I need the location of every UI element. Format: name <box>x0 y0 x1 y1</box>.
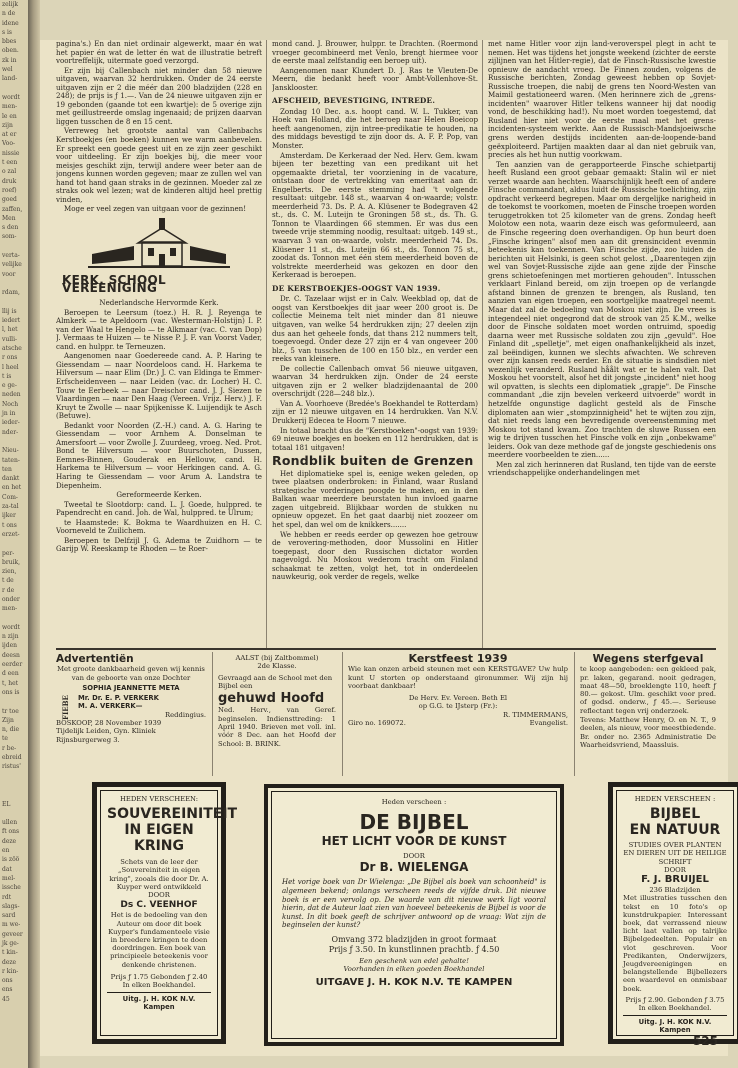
previous-page-fragment: Com- <box>2 493 18 501</box>
previous-page-fragment: wel <box>2 66 13 74</box>
section-heading: AFSCHEID, BEVESTIGING, INTREDE. <box>272 96 436 106</box>
birth-place-date: BOSKOOP, 28 November 1939 <box>56 719 162 728</box>
paragraph: Zondag 10 Dec. a.s. hoopt cand. W. L. Tukker, van Hoek van Holland, die het beroep naar Helen Boeicop heeft aangenomen, zijn intree-predikatie te houden, na des middags bevestigd te zijn door ds. A. F. P. Pop, van Monster. <box>272 106 478 151</box>
previous-page-fragment: ens <box>2 986 13 994</box>
rondblik-heading: Rondblik buiten de Grenzen <box>272 453 474 469</box>
ad-rule <box>574 652 575 776</box>
previous-page-fragment: n zijn <box>2 633 19 641</box>
book-subtitle: HET LICHT VOOR DE KUNST <box>321 834 507 849</box>
previous-page-fragment: oben. <box>2 47 19 55</box>
column-rule <box>482 40 483 648</box>
book-gift: Een geschenk van edel gehalte! <box>359 956 469 965</box>
previous-page-fragment: bbes <box>2 38 17 46</box>
book-price: Prijs ƒ 1.75 Gebonden ƒ 2.40 <box>110 972 208 981</box>
souvereiniteit-book-ad <box>92 782 238 1044</box>
previous-page-fragment: dankt <box>2 475 20 483</box>
previous-page-fragment: druk <box>2 177 17 185</box>
previous-page-fragment: deze <box>2 958 17 966</box>
by-label: DOOR <box>664 865 686 874</box>
previous-page-fragment: erzet- <box>2 530 20 538</box>
previous-page-fragment: llij is <box>2 307 17 315</box>
kerstfeest-sign: R. TIMMERMANS, <box>502 710 568 719</box>
previous-page-fragment: s den <box>2 224 19 232</box>
previous-page-fragment: men- <box>2 605 18 613</box>
previous-page-fragment <box>0 772 28 781</box>
advertisements-title: Advertentiën <box>56 653 134 665</box>
previous-page-fragment: o zal <box>2 168 17 176</box>
previous-page-fragment: r kin- <box>2 967 19 975</box>
kerstfeest-ad <box>348 652 568 727</box>
page-number: 525 <box>692 1034 718 1048</box>
previous-page-fragment <box>0 697 28 706</box>
previous-page-fragment: issche <box>2 884 21 892</box>
aalst-job-ad <box>218 654 336 748</box>
previous-page-fragment: ebreid <box>2 754 22 762</box>
previous-page-fragment: t een <box>2 159 18 167</box>
previous-page-fragment: nissie <box>2 149 20 157</box>
previous-page-fragment: Zijn <box>2 716 14 724</box>
previous-page-fragment: Noch <box>2 400 19 408</box>
previous-page-fragment: d een <box>2 670 19 678</box>
book-publisher: Uitg. J. H. KOK N.V. Kampen <box>623 1015 727 1034</box>
section-title: KERK. SCHOOL VEREENIGING <box>62 272 166 296</box>
ad-rule <box>342 652 343 776</box>
previous-page-fragment: goed <box>2 196 17 204</box>
previous-page-fragment <box>0 279 28 288</box>
book-description: STUDIES OVER PLANTEN EN DIEREN UIT DE HEILIGE SCHRIFT <box>623 841 727 866</box>
previous-page-fragment: en het <box>2 484 22 492</box>
child-name: SOPHIA JEANNETTE META <box>82 683 180 692</box>
previous-page-fragment: m we- <box>2 921 21 929</box>
kerstfeest-sign: op G.G. te IJsterp (Fr.): <box>418 702 498 711</box>
book-title: SOUVEREINITEIT <box>107 806 238 823</box>
column-3 <box>488 40 716 650</box>
heden-verscheen: HEDEN VERSCHEEN: <box>119 795 199 803</box>
bijbel-en-natuur-book-ad <box>608 782 738 1044</box>
column-2 <box>272 40 478 650</box>
birth-temp-address: Tijdelijk Leiden, Gyn. Kliniek <box>56 727 156 736</box>
previous-page-fragment: voor <box>2 270 16 278</box>
wegens-sterfgeval-ad <box>580 652 716 749</box>
heden-verscheen: HEDEN VERSCHEEN : <box>634 795 716 803</box>
book-publisher: UITGAVE J. H. KOK N.V. TE KAMPEN <box>315 977 513 989</box>
previous-page-fragment: zelijk <box>2 1 19 8</box>
paragraph: mond cand. J. Brouwer, hulppr. te Drachten. (Roermond vroeger gecombineerd met Venlo, brengt hiermee voor de eerste maal zelfstandig een beroep uit). <box>272 40 478 66</box>
previous-page-fragment: r ons <box>2 354 18 362</box>
previous-page-fragment: wordt <box>2 93 20 101</box>
previous-page-fragment: atsche <box>2 344 22 352</box>
previous-page-fragment: land- <box>2 75 18 83</box>
advertisement-divider <box>56 648 716 650</box>
kerstfeest-title: Kerstfeest 1939 <box>408 652 508 665</box>
paragraph: Aangenomen naar Goedereede cand. A. P. Haring te Giessendam — naar Noordeloos cand. H. Harkema te Hilversum — naar Elim (Dr.) J. C. van Eldinga te Emmer-Erfscheidenveen — naar Leiden (vac. dr. Locher) H. C. Touw te Eerbeek — naar Dreischor cand. J. J. Siezen te Vlaardingen — naar Den Haag (Vereen. Vrijz. Herv.) J. F. Kruyt te Zwolle — naar Spijkenisse K. Luijendijk te Asch (Betuwe). <box>56 351 262 421</box>
book-title: DE BIJBEL <box>359 810 469 835</box>
previous-page-fragment <box>0 298 28 307</box>
section-heading: DE KERSTBOEKJES-OOGST VAN 1939. <box>272 283 441 293</box>
previous-page-fragment: onder <box>2 596 20 603</box>
previous-page-fragment: t, het <box>2 679 19 687</box>
book-publisher: Uitg. J. H. KOK N.V. Kampen <box>107 992 211 1011</box>
rotated-label: FIEBE <box>61 695 70 721</box>
previous-page-fragment: idene <box>2 19 19 27</box>
previous-page-fragment <box>0 539 28 548</box>
previous-page-fragment: n de <box>2 10 16 18</box>
previous-page-fragment: le en <box>2 112 17 120</box>
book-price: Prijs ƒ 3.50. In kunstlinnen prachtb. ƒ 4.50 <box>328 944 500 954</box>
previous-page-fragment: ons is <box>2 688 20 696</box>
previous-page-fragment: is zöö <box>2 856 20 864</box>
subheading: Gereformeerde Kerken. <box>116 490 202 500</box>
paragraph: te Haamstede: K. Bokma te Waardhuizen en H. C. Voorneveld te Zuilichem. <box>56 517 262 536</box>
book-body: Het is de bedoeling van den Auteur om door dit boek Kuyper's fundamenteele visie in breedere kringen te doen doordringen. Een boek van principieele beteekenis voor denkende christenen. <box>108 911 210 969</box>
previous-page-fragment: EL <box>2 800 11 808</box>
aalst-class: 2de Klasse. <box>257 662 297 671</box>
book-spine <box>28 0 40 1068</box>
paragraph: met name Hitler voor zijn land-veroverspel plegt in acht te nemen. Het was tijdens het jongste weekend (zichter de eerste zijlijnen van het Hitler-regie), dat de Finsch-Russische kwestie opnieuw de aandacht vroeg. De Finnen zouden, volgens de Russische berichten, Zondag geweest hebben op Sovjet-Russische troepen, die nabij de grens ten Noord-Westen van Maimil gestationeerd waren. (Men herinnere zich de „grens-incidenten" waarover Hitler telkens wanneer hij dat noodig vond, de beschikking had!). Nu moet worden toegestemd, dat Rusland hier niet voor de eerste maal met het grens-incidenten-systeem werkte. Aan de Russisch-Mandsjoeiwsche grens werden destijds incidenten aan-de-loopende-band geëxploiteerd. Partijen maakten daar al dan niet gebruik van, precies als het hun nuttig voorkwam. <box>488 40 716 160</box>
heden-verscheen: Heden verscheen : <box>381 798 447 806</box>
book-author: Ds C. VEENHOF <box>120 900 198 911</box>
subheading: Nederlandsche Hervormde Kerk. <box>99 298 219 308</box>
paragraph: Van A. Voorhoeve (Bredée's Boekhandel te Rotterdam) zijn er 12 nieuwe uitgaven en 14 herdrukken. Van N.V. Drukkerij Edecea te Hoorn 7 nieuwe. <box>272 398 478 425</box>
aalst-place: AALST (bij Zaltbommel) <box>235 654 319 662</box>
book-title: BIJBEL <box>649 806 701 823</box>
previous-page-fragment: zk in <box>2 56 17 64</box>
previous-page-fragment <box>0 84 28 93</box>
previous-page-fragment: s is <box>2 28 12 36</box>
previous-page-fragment: e ge- <box>2 382 17 390</box>
previous-page-fragment <box>0 790 28 799</box>
kerstfeest-body: Wie kan onzen arbeid steunen met een KERSTGAVE? Uw hulp kunt U storten op onderstaand gironummer. Wij zijn hij voorbaat dankbaar! <box>348 665 568 690</box>
previous-page-fragment: Voo- <box>2 140 16 148</box>
book-body: Met illustraties tusschen den tekst en 10 foto's op kunstdrukpapier. Interessant boek, dat verrassend nieuw licht laat vallen op talrijke Bijbelgedeelten. Populair en vlot geschreven. Voor Predikanten, Onderwijzers, Jeugdvereenigingen en belangstellende Bijbellezers een waardevol en onmisbaar boek. <box>623 894 727 993</box>
previous-page-fragment: vulli- <box>2 335 18 343</box>
by-label: DOOR <box>403 852 425 861</box>
paragraph: Dr. C. Tazelaar wijst er in Calv. Weekblad op, dat de oogst van Kerstboekjes dit jaar weer 200 groot is. De collectie Meinema telt niet minder dan 81 nieuwe uitgaven, van welke 54 herdrukken zijn; 27 deelen zijn dus aan het geheele fonds, dat thans 212 nummers telt, toegevoegd. Onder deze 27 zijn er 4 van ongeveer 200 blz., 5 van tusschen de 100 en 150 blz., en verder een reeks van kleinere. <box>272 294 478 364</box>
previous-page-fragment: te <box>2 735 8 743</box>
previous-page-fragment: deesn <box>2 651 20 659</box>
previous-page-fragment: rdt <box>2 893 12 901</box>
previous-page-fragment: per- <box>2 549 15 557</box>
previous-page-fragment: nder- <box>2 428 19 436</box>
previous-page-fragment <box>0 781 28 790</box>
previous-page-fragment: dat <box>2 865 12 873</box>
previous-page-fragment <box>0 614 28 623</box>
wegens-title: Wegens sterfgeval <box>592 653 704 665</box>
previous-page-fragment: velijke <box>2 261 22 269</box>
kerstfeest-sign: De Herv. Ev. Vereen. Beth El <box>408 694 508 703</box>
birth-street: Rijnsburgerweg 3. <box>56 735 120 744</box>
kerstfeest-role: Evangelist. <box>529 719 568 728</box>
paragraph: Beroepen te Delfzijl J. G. Adema te Zuidhorn — te Garijp W. Reeskamp te Rhoden — te Roer- <box>56 535 262 554</box>
previous-page-fragment: deze <box>2 837 17 845</box>
newspaper-page <box>40 40 728 1056</box>
previous-page-fragment: wordt <box>2 623 20 631</box>
previous-page-fragment: zijn <box>2 121 13 129</box>
paragraph: Moge er veel zegen van uitgaan voor de gezinnen! <box>64 204 247 214</box>
book-price: Prijs ƒ 2.90. Gebonden ƒ 3.75 <box>625 995 725 1004</box>
previous-page-fragment: iedert <box>2 317 21 325</box>
previous-page-fragment: roef) <box>2 186 17 194</box>
paragraph: Beroepen te Leersum (toez.) H. R. J. Reyenga te Almkerk — te Apeldoorn (vac. Westerman-Holstijn) I. P. van der Waal te Hengelo — te Alkmaar (vac. C. van Dop) J. Vermaas te Huizen — te Nisse P. J. F. van Voorst Vader, cand. en hulppr. te Terneuzen. <box>56 307 262 351</box>
previous-page-fragment: jn in <box>2 410 16 418</box>
previous-page-fragment: tr toe <box>2 707 19 715</box>
book-description: Schets van de leer der „Souvereiniteit in eigen kring", zooals die door Dr. A. Kuyper werd ontwikkeld <box>109 858 209 891</box>
paragraph: pagina's.) En dan niet ordinair algewerkt, maar én wat het papier én wat de letter én wat de illustratie betreft voortreffelijk, uitermate goed verzorgd. <box>56 40 262 66</box>
paragraph: In totaal bracht dus de "Kerstboeken"-oogst van 1939: 69 nieuwe boekjes en boeken en 112 herdrukken, dat is totaal 181 uitgaven! <box>272 425 478 452</box>
birth-text: Met groote dankbaarheid geven wij kennis van de geboorte van onze Dochter <box>57 665 205 682</box>
book-title: IN EIGEN KRING <box>124 822 194 855</box>
book-size: Omvang 372 bladzijden in groot formaat <box>331 934 497 944</box>
paragraph: Het diplomatieke spel is, eenige weken geleden, op twee plaatsen onderbroken: in Finland, waar Rusland strategische vorderingen poogde te maken, en in den Balkan waar meerdere beurstaten hun invloed gaarne zagen uitgebreid. Blijkbaar worden de stukken nu opnieuw opgezet. En het gaat daarbij niet zoozeer om het spel, dan wel om de knikkers....... <box>272 468 478 529</box>
book-availability: Voorhanden in elken goeden Boekhandel <box>343 965 485 974</box>
previous-page-fragment: n, die <box>2 726 19 734</box>
previous-page-fragment: ten <box>2 465 12 473</box>
previous-page-fragment: geveer <box>2 930 23 938</box>
previous-page-fragment: t de <box>2 577 14 585</box>
paragraph: Men zal zich herinneren dat Rusland, ten tijde van de eerste vriendschappelijke onderhandelingen met <box>488 459 716 478</box>
previous-page-fragment: ieder- <box>2 419 20 427</box>
paragraph: Aangenomen naar Klundert D. J. Ras te Vleuten-De Meern, die bedankt heeft voor Ambt-Vollenhove-St. Jansklooster. <box>272 65 478 92</box>
previous-page-fragment: jk ge- <box>2 939 19 947</box>
previous-page-fragment: verta- <box>2 252 20 260</box>
previous-page-fragment <box>0 437 28 446</box>
previous-page-fragment: eerder <box>2 661 23 669</box>
book-pages: 236 Bladzijden <box>649 886 701 895</box>
previous-page-fragment: rdam, <box>2 289 20 297</box>
wegens-extra: Tevens: Matthew Henry, O. en N. T., 9 deelen, als nieuw, voor meestbiedende. Br. onder no. 2365 Administratie De Waarheidsvriend, Maassluis. <box>580 716 716 749</box>
previous-page-fragment: en <box>2 847 10 855</box>
column-1 <box>56 40 262 650</box>
school-building-logo <box>84 216 234 272</box>
de-bijbel-book-ad <box>264 784 564 1046</box>
previous-page-fragment: zaffen, <box>2 205 23 213</box>
previous-page-fragment: zien, <box>2 568 17 576</box>
previous-page-fragment: Men <box>2 214 16 222</box>
parent-name: M. A. VERKERK— <box>78 702 143 711</box>
paragraph: We hebben er reeds eerder op gewezen hoe getrouw de verovering-methoden, door Mussolini en Hitler toegepast, door den Russischen dictator worden nagevolgd. Nu Moskou wederom tracht om Finland schaakmat te zetten, volgt het, tot in onderdeelen nauwkeurig, ook verder de regels, welke <box>272 529 478 582</box>
book-body: Het vorige boek van Dr Wielenga: „De Bijbel als boek van schoonheid" is algemeen bekend; onlangs verscheen reeds de vijfde druk. Dit nieuwe boek is er een vervolg op. De waarde van dit nieuwe werk ligt vooral hierin, dat de Auteur laat zien van hoeveel beteekenis de Bijbel is voor de kunst. In dit boek geeft de schrijver antwoord op de vraag: Wat zijn de beginselen der kunst? <box>282 878 546 930</box>
previous-page-fragment: sard <box>2 912 16 920</box>
paragraph: Er zijn bij Callenbach niet minder dan 58 nieuwe uitgaven, waarvan 32 herdrukken. Onder de 24 eerste uitgaven zijn er 2 die méér dan 200 bladzijden (228 en 248); de prijs is ƒ 1.—. Van de 24 nieuwe uitgaven zijn er 19 gebonden (gaande tot een kwartje): de 5 overige zijn met geillustreerde omslag ingenaaid; de prijzen daarvan liggen tusschen de 8 en 15 cent. <box>56 65 262 126</box>
previous-page-fragment: ijden <box>2 642 18 650</box>
paragraph: Tweetal te Slootdorp: cand. L. J. Goede, hulppred. te Papendrecht en cand. Joh. de Wal, hulppred. te Ulrum; <box>56 499 262 518</box>
birth-announcement <box>56 652 206 744</box>
book-availability: In elken Boekhandel. <box>122 981 196 990</box>
paragraph: Ten aanzien van de gerapporteerde Finsche schietpartij heeft Rusland een groot gebaar gemaakt: Stalin wil er niet verzet waarde aan hechten. Waarschijnlijk heeft een of andere Finsche commandant, aldus luidt de Russische toelichting, zijn opdracht verkeerd begrepen. Maar om dergelijke narigheid in de toekomst te voorkomen, moeten de Finsche troepen worden teruggetrokken tot 25 kilometer van de grens. Zondag heeft Molotow een nota, waarin deze eisch was geformuleerd, aan de Finsche regeering doen overhandigen. Op hun beurt doen „Finsche kringen" alsof men aan dit grensincident evenmin beteekenis kan toekennen. Van Finsche zijde, zoo luiden de berichten uit Helsinki, is geen schot gelost. „Daarentegen zijn wel van Sovjet-Russische zijde aan gene zijde der Finsche grens schietoefeningen met mortieren gehouden". Intusschen verklaart Finland bereid, om zijn troepen op de verlangde afstand binnen de grenzen te brengen, als Rusland, ten aanzien van eigen troepen, een soortgelijke maatregel neemt. Maar dat zal de bedoeling van Moskou niet zijn. De vrees is integendeel niet ongegrond dat de strook van 25 K.M., welke door de Finsche soldaten moet worden ontruimd, spoedig daarna weer met Russische soldaten zou zijn „gevuld". Hoe Finland dit „spelletje", met eigen onafhankelijkheid als inzet, zal beëindigen, kunnen we slechts afwachten. We schreven over zijn kansen reeds eerder. En de situatie is sindsdien niet wezenlijk veranderd. Rusland håålt wat er te halen valt. Dat Moskou het voorstelt, alsof het dit jongste „incident" niet hoog wil opvatten, is slechts een diplomatiek „grapje". De Finsche commandant „die zijn bevelen verkeerd uitvoerde" wordt in hetzelfde ongunstige daglicht gesteld als de Finsche diplomaten aan wier „stompzinnigheid" het te wijten zou zijn, dat niet reeds lang een bevredigende overeenstemming met Moskou tot stand kwam. Zoo trachten de sluwe Russen een wig te drijven tusschen het Finsche volk en zijn „onbekwame" leiders. Ook van deze methode gaf de jongste geschiedenis ons meerdere voorbeelden te zien...... <box>488 159 716 460</box>
previous-page-fragment: t kin- <box>2 949 18 957</box>
previous-page-fragment: t is <box>2 372 12 380</box>
previous-page-fragment: ijker <box>2 512 16 520</box>
previous-page-edge <box>0 0 28 1068</box>
previous-page-fragment <box>0 242 28 251</box>
previous-page-fragment: 45 <box>2 995 10 1003</box>
book-title: EN NATUUR <box>629 822 721 839</box>
previous-page-fragment: ullen <box>2 819 18 827</box>
previous-page-fragment: at er <box>2 131 17 139</box>
aalst-text: Gevraagd aan de School met den Bijbel een <box>218 673 333 690</box>
previous-page-fragment: ft ons <box>2 828 20 836</box>
previous-page-fragment: r be- <box>2 744 17 752</box>
book-author: F. J. BRUIJEL <box>641 874 709 886</box>
previous-page-fragment: slags- <box>2 902 20 910</box>
paragraph: Bedankt voor Noorden (Z.-H.) cand. A. G. Haring te Giessendam — voor Arnhem A. Donselman te Amersfoort — voor Zwolle J. Zuurdeeg, vroeg. Ned. Prot. Bond te Hilversum — voor Buurschoten, Dussen, Eemnes-Binnen, Gouderak en Hellouw, cand. H. Harkema te Hilversum — voor Herkingen cand. A. G. Haring te Giessendam — voor Arum A. Landstra te Diepenheim. <box>56 420 262 490</box>
previous-page-fragment: l heel <box>2 363 19 371</box>
kerstfeest-giro: Giro no. 169072. <box>348 719 406 728</box>
previous-page-fragment: men- <box>2 103 18 111</box>
paragraph: Verreweg het grootste aantal van Callenbachs Kerstboekjes (en boeken) kunnen we warm aanbevelen. Er spreekt een goede geest uit en ze zijn zeer geschikt voor uitdeeling. Er zijn boekjes bij, die meer voor meisjes geschikt zijn, terwijl andere weer beter aan de jongens kunnen worden gegeven; maar ze zullen wel van hand tot hand gaan straks in de gezinnen. Moeder zal ze straks ook wel lezen; wat de kinderen altijd heel prettig vinden, <box>56 126 262 204</box>
parent-name: Mr. Dr. E. P. VERKERK <box>78 694 159 703</box>
book-author: Dr B. WIELENGA <box>359 860 469 875</box>
previous-page-fragment <box>0 809 28 818</box>
previous-page-fragment: za-tal <box>2 503 19 511</box>
previous-page-fragment: ons <box>2 977 13 985</box>
previous-page-fragment: mel- <box>2 874 16 882</box>
paragraph: Amsterdam. De Kerkeraad der Ned. Herv. Gem. kwam bijeen ter bezetting van een predikant uit het opgemaakte drietal, ter voorziening in de vacature, ontstaan door de vertrekking van emeritaat aan dr. Engelberts. De eerste stemming had 't volgende resultaat: uitgebr. 148 st., waarvan 4 on-waarde; volstr. meerderheid 73. Ds. P. A. A. Klüsener te Bodegraven 42 st., ds. C. M. Luteijn te Groningen 58 st., ds. Th. G. Tonnon te Vlaardingen 66 stemmen. Er was dus een tweede vrije stemming noodig, resultaat: uitgeb. 149 st., waarvan 3 van on-waarde, volstr. meerderheid 74. Ds. Klüsener 11 st., ds. Luteijn 66 st., ds. Tonnon 75 st., zoodat ds. Tonnon met één stem meerderheid boven de volstrekte meerderheid was gekozen en door den Kerkeraad is beroepen. <box>272 150 478 280</box>
previous-page-fragment: l, het <box>2 326 18 334</box>
book-availability: In elken Boekhandel. <box>638 1004 712 1013</box>
aalst-heading: gehuwd Hoofd <box>218 691 325 707</box>
previous-page-fragment: neden <box>2 391 21 399</box>
parent-maiden-name: Reddingius. <box>165 710 206 719</box>
aalst-body: Ned. Herv., van Geref. beginselen. Indiensttreding: 1 April 1940. Brieven met voll. inl. vóór 8 Dec. aan het Hoofd der School: B. BRINK. <box>218 706 336 748</box>
previous-page-fragment: bruik, <box>2 558 21 566</box>
previous-page-fragment: r de <box>2 586 15 594</box>
ad-rule <box>212 652 213 776</box>
wegens-body: te koop aangeboden: een gekleed pak, pr. laken, gegarand. nooit gedragen, maat 48—50, broeklengte 110, heeft ƒ 80.— gekost. Ulm. geschikt voor pred. of godsd. onderw., ƒ 45.—. Serieuse reflectant tegen vrij onderzoek. <box>580 665 716 715</box>
previous-page-fragment: taten- <box>2 456 20 464</box>
column-rule <box>266 40 267 648</box>
previous-page-fragment: som- <box>2 233 17 241</box>
by-label: DOOR <box>148 891 170 900</box>
previous-page-fragment: ristus' <box>2 763 21 771</box>
previous-page-fragment: Nieu- <box>2 447 19 455</box>
advertisement-section <box>56 652 727 1056</box>
paragraph: De collectie Callenbach omvat 56 nieuwe uitgaven, waarvan 34 herdrukken zijn. Onder de 24 eerste uitgaven zijn er 2 welker bladzijdenaantal de 200 overschrijdt (228—248 blz.). <box>272 363 478 399</box>
previous-page-fragment: t ons <box>2 521 17 529</box>
